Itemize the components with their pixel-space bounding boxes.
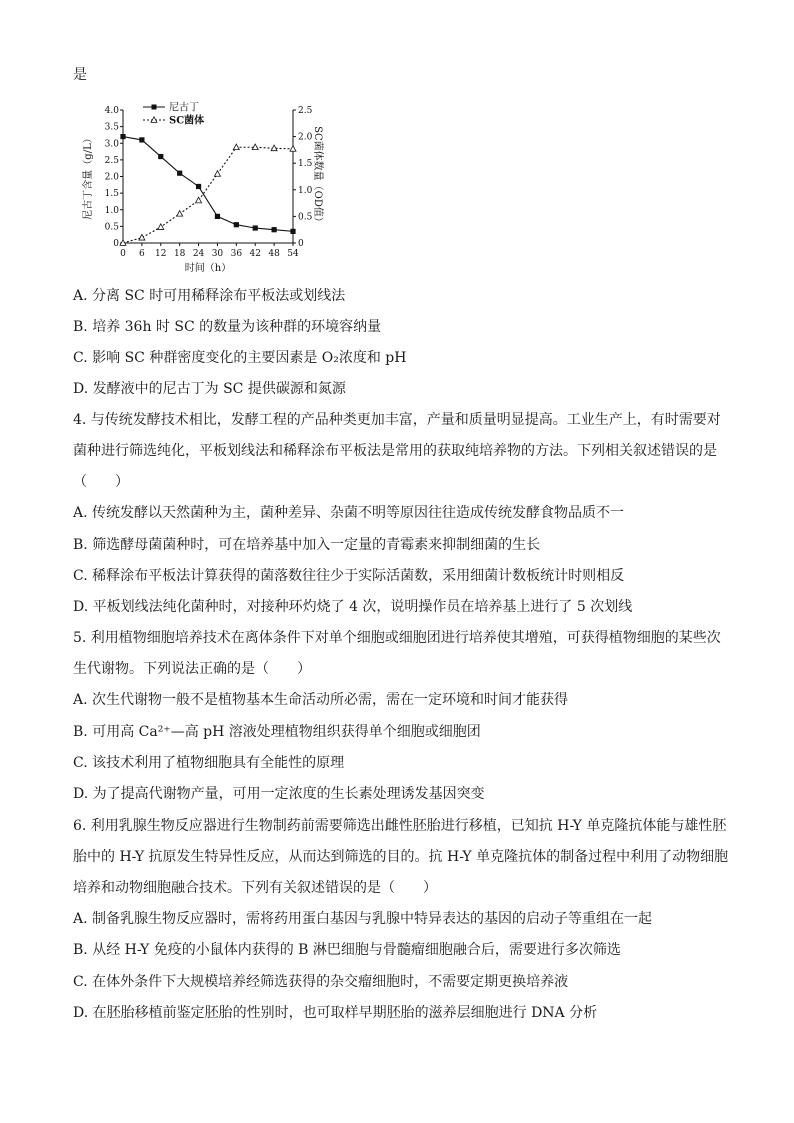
nicotine-point [158,154,163,159]
sc-point [177,211,183,217]
nicotine-point [177,171,182,176]
x-tick-label: 54 [287,249,299,259]
lead-text: 是 [73,67,87,83]
nicotine-point [120,134,125,139]
right-tick-label: 1.5 [298,159,313,170]
q4-option-a: A. 传统发酵以天然菌种为主，菌种差异、杂菌不明等原因往往造成传统发酵食物品质不一 [73,505,625,521]
nicotine-point [290,229,295,234]
nicotine-sc-chart [83,98,323,276]
right-tick-label: 0 [298,239,304,249]
x-tick-label: 0 [120,249,126,259]
sc-point [139,234,145,240]
q5-option-b: B. 可用高 Ca²⁺—高 pH 溶液处理植物组织获得单个细胞或细胞团 [73,724,481,740]
q6-stem-line3: 培养和动物细胞融合技术。下列有关叙述错误的是（ ） [73,880,437,896]
q3-option-a: A. 分离 SC 时可用稀释涂布平板法或划线法 [73,288,346,304]
left-tick-label: 3.5 [104,122,119,133]
q5-stem-line2: 生代谢物。下列说法正确的是（ ） [73,661,311,677]
q4-stem-line1: 4. 与传统发酵技术相比，发酵工程的产品种类更加丰富，产量和质量明显提高。工业生产上，有时需要对 [73,412,721,428]
x-tick-label: 12 [155,249,167,259]
q3-option-b: B. 培养 36h 时 SC 的数量为该种群的环境容纳量 [73,319,382,335]
x-tick-label: 42 [249,249,261,259]
sc-point [196,197,202,203]
q6-option-d: D. 在胚胎移植前鉴定胚胎的性别时，也可取样早期胚胎的滋养层细胞进行 DNA 分析 [73,1005,598,1021]
nicotine-point [234,222,239,227]
right-tick-label: 1.0 [298,185,313,196]
q6-option-b: B. 从经 H-Y 免疫的小鼠体内获得的 B 淋巴细胞与骨髓瘤细胞融合后，需要进行多次筛选 [73,942,621,958]
legend-label-sc: SC菌体 [169,115,205,127]
q5-option-a: A. 次生代谢物一般不是植物基本生命活动所必需，需在一定环境和时间才能获得 [73,692,569,708]
nicotine-point [139,137,144,142]
q6-option-c: C. 在体外条件下大规模培养经筛选获得的杂交瘤细胞时，不需要定期更换培养液 [73,974,569,990]
nicotine-point [196,184,201,189]
q5-option-d: D. 为了提高代谢物产量，可用一定浓度的生长素处理诱发基因突变 [73,786,485,802]
left-tick-label: 1.0 [104,205,119,216]
right-axis-title: SC菌体数量（OD值） [312,126,323,227]
q3-option-c: C. 影响 SC 种群密度变化的主要因素是 O₂浓度和 pH [73,350,407,366]
q6-stem-line1: 6. 利用乳腺生物反应器进行生物制药前需要筛选出雌性胚胎进行移植，已知抗 H-Y 单克隆抗体能与雄性胚 [73,818,727,834]
x-tick-label: 24 [192,249,205,259]
q4-option-d: D. 平板划线法纯化菌种时，对接种环灼烧了 4 次，说明操作员在培养基上进行了 5 次划线 [73,599,633,615]
x-tick-label: 6 [139,249,145,259]
x-tick-label: 30 [211,249,224,259]
legend-label-nicotine: 尼古丁 [169,102,199,114]
left-tick-label: 2.0 [104,172,119,183]
q6-option-a: A. 制备乳腺生物反应器时，需将药用蛋白基因与乳腺中特异表达的基因的启动子等重组在一起 [73,911,653,927]
q6-stem-line2: 胎中的 H-Y 抗原发生特异性反应，从而达到筛选的目的。抗 H-Y 单克隆抗体的制备过程中利用了动物细胞 [73,849,729,865]
q4-option-b: B. 筛选酵母菌菌种时，可在培养基中加入一定量的青霉素来抑制细菌的生长 [73,537,541,553]
series-line-0 [123,137,293,232]
nicotine-point [253,225,258,230]
q5-option-c: C. 该技术利用了植物细胞具有全能性的原理 [73,755,345,771]
left-tick-label: 2.5 [104,155,119,166]
q4-stem-line3: （ ） [73,474,129,490]
left-tick-label: 0.5 [104,222,119,233]
nicotine-point [215,214,220,219]
left-tick-label: 0 [113,239,119,249]
x-tick-label: 18 [173,249,186,259]
left-tick-label: 3.0 [104,139,119,150]
left-tick-label: 4.0 [104,106,119,116]
left-tick-label: 1.5 [104,189,119,200]
sc-point [290,146,296,152]
sc-point [214,171,220,177]
sc-point [233,144,239,150]
nicotine-point [272,227,277,232]
q3-option-d: D. 发酵液中的尼古丁为 SC 提供碳源和氮源 [73,381,346,397]
sc-point [158,224,164,230]
right-tick-label: 0.5 [298,212,313,223]
x-tick-label: 36 [230,249,243,259]
x-tick-label: 48 [268,249,280,259]
q4-option-c: C. 稀释涂布平板法计算获得的菌落数往往少于实际活菌数，采用细菌计数板统计时则相反 [73,568,625,584]
q4-stem-line2: 菌种进行筛选纯化，平板划线法和稀释涂布平板法是常用的获取纯培养物的方法。下列相关叙述错误的是 [73,443,717,459]
legend-marker-nicotine [152,105,157,110]
right-tick-label: 2.5 [298,106,313,116]
right-tick-label: 2.0 [298,132,313,143]
left-axis-title: 尼古丁含量（g/L） [83,133,94,220]
q5-stem-line1: 5. 利用植物细胞培养技术在离体条件下对单个细胞或细胞团进行培养使其增殖，可获得植物细胞的某些次 [73,630,721,646]
x-axis-title: 时间（h） [184,263,232,274]
